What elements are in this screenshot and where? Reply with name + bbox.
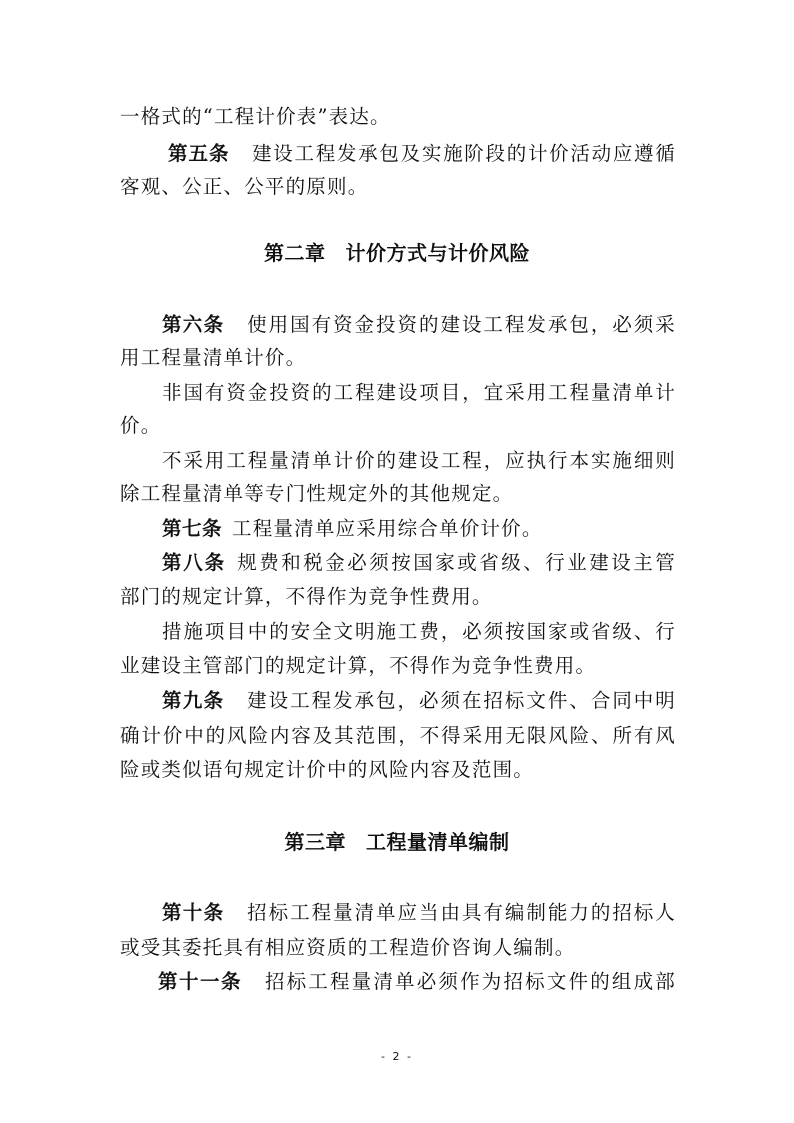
- page-number: - 2 -: [381, 1050, 413, 1063]
- article-10-text-1: 招标工程量清单应当由具有编制能力的招标人: [246, 901, 676, 924]
- article-6-line-1: [162, 312, 676, 338]
- article-6-paragraph-3-line-2: [120, 481, 676, 507]
- article-8-p2-text-1: 措施项目中的安全文明施工费，必须按国家或省级、行: [162, 620, 676, 643]
- article-8-text-1: 规费和税金必须按国家或省级、行业建设主管: [235, 551, 676, 574]
- article-7-line-1: [162, 516, 676, 542]
- article-6-p3-text-1: 不采用工程量清单计价的建设工程，应执行本实施细则: [162, 449, 676, 472]
- article-6-paragraph-3-line-1: [162, 448, 676, 474]
- article-5-title: 第五条: [168, 142, 230, 165]
- article-6-paragraph-2-line-2: [120, 413, 676, 439]
- article-8-title: 第八条: [162, 551, 226, 574]
- article-11-text-1: 招标工程量清单必须作为招标文件的组成部: [263, 970, 676, 993]
- article-5-text-1: 建设工程发承包及实施阶段的计价活动应遵循: [251, 142, 676, 165]
- paragraph-intro-line: [120, 104, 676, 130]
- article-6-paragraph-2-line-1: [162, 380, 676, 406]
- article-6-p2-text-2: 价。: [120, 414, 162, 437]
- article-6-p2-text-1: 非国有资金投资的工程建设项目，宜采用工程量清单计: [162, 381, 676, 404]
- intro-text: 一格式的“工程计价表”表达。: [120, 105, 391, 128]
- article-6-title: 第六条: [162, 313, 225, 336]
- article-9-text-2: 确计价中的风险内容及其范围，不得采用无限风险、所有风: [120, 724, 676, 747]
- article-9-line-2: [120, 723, 676, 749]
- chapter-2-number: 第二章: [264, 241, 326, 265]
- chapter-3-title: 工程量清单编制: [366, 830, 510, 854]
- article-5-text-2: 客观、公正、公平的原则。: [120, 175, 369, 198]
- article-8-p2-text-2: 业建设主管部门的规定计算，不得作为竞争性费用。: [120, 654, 597, 677]
- article-5-line-1: [168, 141, 676, 167]
- article-8-line-2: [120, 584, 676, 610]
- chapter-3-heading: [0, 829, 794, 855]
- article-7-title: 第七条: [162, 517, 223, 540]
- article-6-text-1: 使用国有资金投资的建设工程发承包，必须采: [246, 313, 676, 336]
- article-9-text-3: 险或类似语句规定计价中的风险内容及范围。: [120, 758, 535, 781]
- chapter-2-heading: [0, 240, 794, 266]
- article-6-line-2: [120, 345, 676, 371]
- article-6-text-2: 用工程量清单计价。: [120, 346, 307, 369]
- article-5-line-2: [120, 174, 676, 200]
- article-8-line-1: [162, 550, 676, 576]
- article-11-title: 第十一条: [158, 970, 242, 993]
- chapter-2-title: 计价方式与计价风险: [345, 241, 530, 265]
- article-8-paragraph-2-line-2: [120, 653, 676, 679]
- article-9-text-1: 建设工程发承包，必须在招标文件、合同中明: [246, 689, 676, 712]
- article-10-text-2: 或受其委托具有相应资质的工程造价咨询人编制。: [120, 936, 576, 959]
- article-8-paragraph-2-line-1: [162, 619, 676, 645]
- article-8-text-2: 部门的规定计算，不得作为竞争性费用。: [120, 585, 493, 608]
- article-10-title: 第十条: [162, 901, 225, 924]
- article-9-line-1: [162, 688, 676, 714]
- chapter-3-number: 第三章: [284, 830, 346, 854]
- article-10-line-1: [162, 900, 676, 926]
- article-7-text-1: 工程量清单应采用综合单价计价。: [232, 517, 543, 540]
- article-10-line-2: [120, 935, 676, 961]
- article-6-p3-text-2: 除工程量清单等专门性规定外的其他规定。: [120, 482, 514, 505]
- article-9-line-3: [120, 757, 676, 783]
- article-9-title: 第九条: [162, 689, 225, 712]
- article-11-line-1: [158, 969, 676, 995]
